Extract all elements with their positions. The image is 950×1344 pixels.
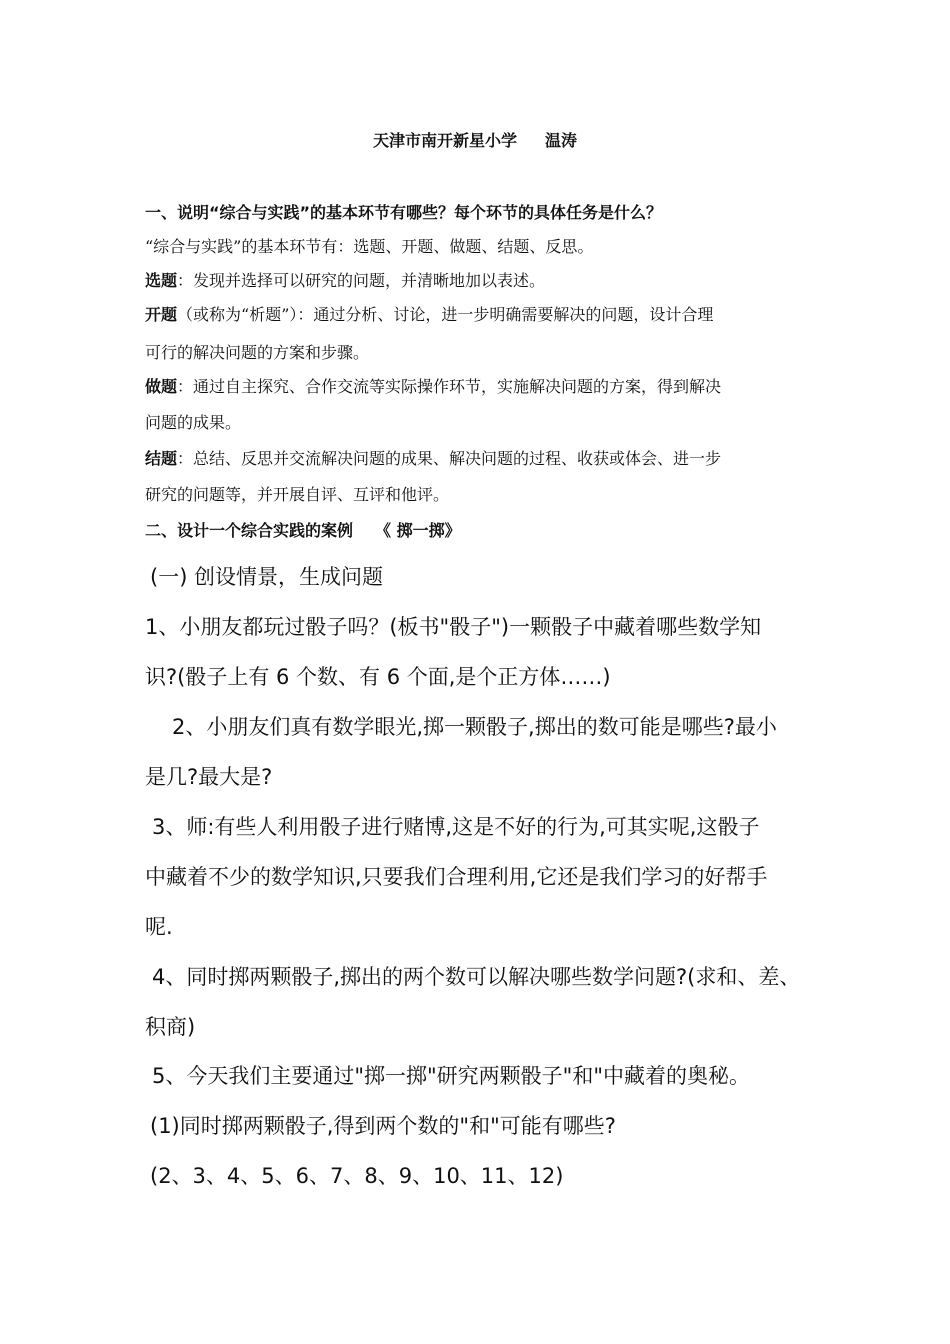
- paragraph-3-line-2: 中藏着不少的数学知识,只要我们合理利用,它还是我们学习的好帮手: [145, 865, 768, 889]
- author-name: 温涛: [545, 131, 578, 150]
- section2-heading: [145, 518, 835, 541]
- kaiti-term: 开题: [145, 305, 178, 324]
- zuoti-term: 做题: [145, 377, 178, 396]
- jieti-paragraph: [145, 446, 835, 469]
- jieti-text-1: ：总结、反思并交流解决问题的成果、解决问题的过程、收获或体会、进一步: [177, 449, 722, 468]
- xuanti-paragraph: [145, 268, 835, 291]
- section1-intro: “综合与实践”的基本环节有：选题、开题、做题、结题、反思。: [145, 237, 594, 256]
- jieti-text-2: 研究的问题等，并开展自评、互评和他评。: [145, 485, 450, 504]
- kaiti-text-2: 可行的解决问题的方案和步骤。: [145, 343, 370, 362]
- xuanti-text: ：发现并选择可以研究的问题，并清晰地加以表述。: [177, 271, 546, 290]
- jieti-term: 结题: [145, 449, 178, 468]
- subsection-1-heading: (一) 创设情景，生成问题: [150, 565, 384, 589]
- section2-heading-text: 二、设计一个综合实践的案例: [145, 521, 354, 540]
- zuoti-text-2: 问题的成果。: [145, 413, 242, 432]
- paragraph-1-line-1: 1、小朋友都玩过骰子吗？(板书"骰子")一颗骰子中藏着哪些数学知: [145, 615, 762, 639]
- paragraph-2-line-1: 2、小朋友们真有数学眼光,掷一颗骰子,掷出的数可能是哪些?最小: [172, 715, 777, 739]
- zuoti-paragraph: [145, 374, 835, 397]
- case-title: 《 掷一掷》: [375, 521, 461, 540]
- answer-1: (2、3、4、5、6、7、8、9、10、11、12): [150, 1164, 564, 1188]
- paragraph-2-line-2: 是几?最大是?: [145, 765, 273, 789]
- section1-heading: 一、说明“综合与实践”的基本环节有哪些？每个环节的具体任务是什么？: [145, 203, 663, 222]
- paragraph-3-line-1: 3、师:有些人利用骰子进行赌博,这是不好的行为,可其实呢,这骰子: [152, 815, 760, 839]
- kaiti-paragraph: [145, 302, 835, 325]
- paragraph-4-line-2: 积商): [145, 1015, 196, 1039]
- zuoti-text-1: ：通过自主探究、合作交流等实际操作环节，实施解决问题的方案，得到解决: [177, 377, 722, 396]
- school-name: 天津市南开新星小学: [372, 131, 517, 150]
- paragraph-4-line-1: 4、同时掷两颗骰子,掷出的两个数可以解决哪些数学问题?(求和、差、: [152, 965, 801, 989]
- paragraph-5: 5、今天我们主要通过"掷一掷"研究两颗骰子"和"中藏着的奥秘。: [152, 1064, 750, 1088]
- kaiti-text-1: （或称为“析题”）：通过分析、讨论，进一步明确需要解决的问题，设计合理: [177, 305, 714, 324]
- paragraph-1-line-2: 识?(骰子上有 6 个数、有 6 个面,是个正方体……): [145, 665, 611, 689]
- xuanti-term: 选题: [145, 271, 178, 290]
- page-title: [0, 128, 950, 151]
- paragraph-3-line-3: 呢.: [145, 915, 173, 939]
- question-1: (1)同时掷两颗骰子,得到两个数的"和"可能有哪些?: [150, 1114, 616, 1138]
